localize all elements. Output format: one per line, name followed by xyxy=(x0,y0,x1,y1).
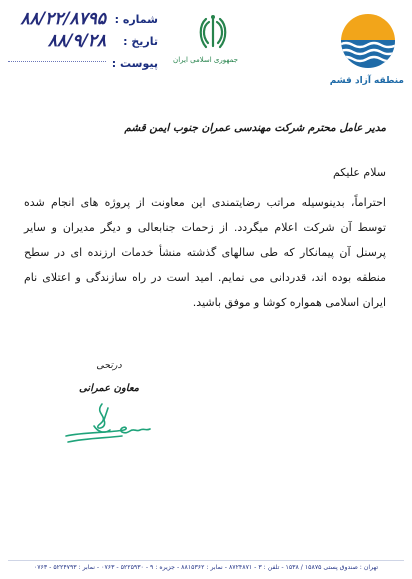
date-value: ۸۸/۹/۲۸ xyxy=(47,31,106,51)
letter-meta xyxy=(8,8,158,78)
addressee: مدیر عامل محترم شرکت مهندسی عمران جنوب ایمن قشم xyxy=(124,122,386,134)
letterhead-footer: تهران : صندوق پستی ۱۵۸۷۵ / ۱۵۳۸ - تلفن : ۳ - ۸۷۲۴۸۷۱ - نمابر : ۸۸۱۵۳۶۲ - جزیره : ۹ - ۵۲۲۵۹۳۰ - ۰۷۶۳ - نمابر : ۵۲۲۴۷۹۳ - ۰۷۶۳ xyxy=(8,560,404,571)
handwritten-signature xyxy=(64,400,154,450)
attachment-line xyxy=(8,60,106,62)
greeting: سلام علیکم xyxy=(332,166,386,179)
emblem-caption: جمهوری اسلامی ایران xyxy=(173,56,238,64)
signatory-title: معاون عمرانی xyxy=(78,383,140,394)
letter-body: احتراماً، بدینوسیله مراتب رضایتمندی این معاونت از پروژه های انجام شده توسط آن شرکت اعلام میگردد. از زحمات جنابعالی و دیگر مدیران و سایر پرسنل آن پیمانکار که طی سالهای گذشته منشأ خدمات ارزنده ای در سطح منطقه بوده اند، قدردانی می نمایم. امید است در راه سازندگی و اعتلای نام ایران اسلامی همواره کوشا و موفق باشید. xyxy=(24,196,386,309)
attachment-label: پیوست : xyxy=(111,56,158,70)
number-label: شماره : xyxy=(114,12,158,26)
date-row xyxy=(8,30,158,52)
attachment-row xyxy=(8,52,158,74)
number-row xyxy=(8,8,158,30)
emblem-icon xyxy=(198,14,228,50)
signature-block xyxy=(64,360,154,394)
sun-sea-logo-icon xyxy=(339,12,397,70)
closing: درتحی xyxy=(96,360,122,371)
number-value: ۸۸/۲۲/۸۷۹۵ xyxy=(20,9,106,29)
national-emblem xyxy=(173,14,238,72)
qeshm-free-zone-logo xyxy=(329,12,404,90)
date-label: تاریخ : xyxy=(123,34,158,48)
logo-caption: منطقه آزاد قشم xyxy=(329,76,404,86)
